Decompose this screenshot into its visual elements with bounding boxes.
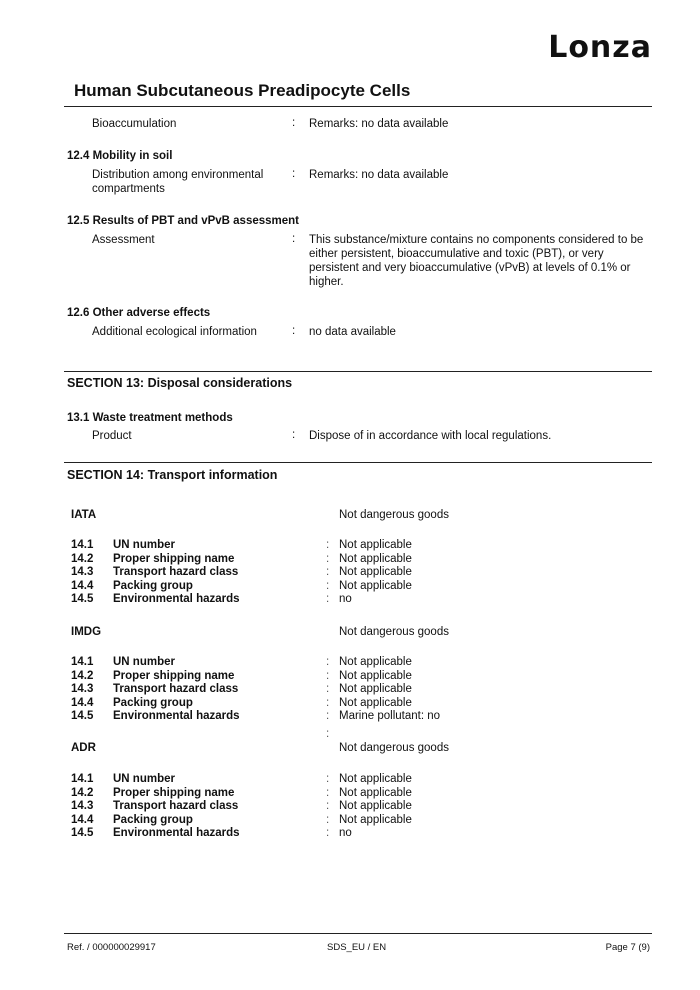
colon-separator: : — [292, 117, 296, 129]
footer-page-number: Page 7 (9) — [605, 942, 650, 953]
item-number: 14.3 — [71, 566, 94, 579]
imdg-label: IMDG — [71, 626, 102, 638]
item-value: Not applicable — [339, 539, 412, 551]
footer-reference: Ref. / 000000029917 — [67, 942, 156, 953]
item-value: Not applicable — [339, 813, 412, 826]
transport-row — [71, 656, 491, 670]
item-value: Not applicable — [339, 683, 412, 696]
transport-row — [71, 800, 491, 814]
item-name: Proper shipping name — [113, 786, 235, 799]
section-13-title: SECTION 13: Disposal considerations — [67, 376, 293, 390]
item-value: Not applicable — [339, 800, 412, 813]
mobility-heading: 12.4 Mobility in soil — [67, 150, 173, 162]
colon-separator: : — [326, 683, 330, 696]
item-name: Packing group — [113, 696, 193, 709]
transport-row — [71, 553, 491, 567]
section-divider — [64, 462, 652, 463]
colon-separator: : — [292, 325, 296, 337]
adr-label: ADR — [71, 742, 96, 754]
colon-separator: : — [326, 566, 330, 579]
transport-row — [71, 710, 491, 724]
other-effects-label: Additional ecological information — [92, 326, 257, 338]
item-value: Not applicable — [339, 566, 412, 579]
item-value: Not applicable — [339, 786, 412, 799]
colon-separator: : — [326, 728, 330, 740]
bioaccumulation-value: Remarks: no data available — [309, 118, 449, 130]
header-divider — [64, 106, 652, 107]
item-number: 14.4 — [71, 696, 94, 709]
item-name: Environmental hazards — [113, 827, 240, 840]
item-number: 14.2 — [71, 552, 94, 565]
colon-separator: : — [326, 552, 330, 565]
other-effects-value: no data available — [309, 326, 396, 338]
footer-divider — [64, 933, 652, 934]
product-value: Dispose of in accordance with local regulations. — [309, 430, 552, 442]
transport-row — [71, 814, 491, 828]
section-divider — [64, 371, 652, 372]
colon-separator: : — [326, 813, 330, 826]
transport-row — [71, 697, 491, 711]
footer-document-code: SDS_EU / EN — [327, 942, 387, 953]
item-value: Not applicable — [339, 579, 412, 592]
colon-separator: : — [292, 429, 296, 441]
item-number: 14.2 — [71, 669, 94, 682]
pbt-heading: 12.5 Results of PBT and vPvB assessment — [67, 215, 300, 227]
item-value: Marine pollutant: no — [339, 710, 441, 723]
colon-separator: : — [292, 168, 296, 180]
transport-row — [71, 670, 491, 684]
bioaccumulation-label: Bioaccumulation — [92, 118, 177, 130]
item-name: Packing group — [113, 813, 193, 826]
colon-separator: : — [326, 773, 330, 785]
item-name: Proper shipping name — [113, 669, 235, 682]
colon-separator: : — [326, 579, 330, 592]
colon-separator: : — [292, 233, 296, 245]
iata-label: IATA — [71, 509, 97, 521]
colon-separator: : — [326, 800, 330, 813]
mobility-value: Remarks: no data available — [309, 169, 449, 181]
transport-row — [71, 773, 491, 787]
colon-separator: : — [326, 669, 330, 682]
mobility-label: Distribution among environmental compartments — [92, 169, 264, 195]
item-number: 14.5 — [71, 710, 94, 723]
colon-separator: : — [326, 539, 330, 551]
item-value: Not applicable — [339, 656, 412, 668]
other-effects-heading: 12.6 Other adverse effects — [67, 307, 211, 319]
item-name: Packing group — [113, 579, 193, 592]
item-value: no — [339, 593, 352, 606]
imdg-status: Not dangerous goods — [339, 626, 449, 638]
transport-row — [71, 566, 491, 580]
item-name: Environmental hazards — [113, 593, 240, 606]
transport-row — [71, 787, 491, 801]
item-name: UN number — [113, 656, 175, 668]
item-value: Not applicable — [339, 773, 412, 785]
transport-row — [71, 593, 491, 607]
item-number: 14.1 — [71, 656, 94, 668]
item-name: Transport hazard class — [113, 683, 239, 696]
item-name: Proper shipping name — [113, 552, 235, 565]
item-number: 14.5 — [71, 827, 94, 840]
adr-status: Not dangerous goods — [339, 742, 449, 754]
item-name: Environmental hazards — [113, 710, 240, 723]
colon-separator: : — [326, 827, 330, 840]
colon-separator: : — [326, 656, 330, 668]
colon-separator: : — [326, 786, 330, 799]
item-number: 14.1 — [71, 539, 94, 551]
pbt-value: This substance/mixture contains no components considered to be either persistent, bioaccumulative and toxic (PBT), or very persistent and very bioaccumulative (vPvB) at levels of 0.1% or higher. — [309, 234, 644, 288]
transport-row — [71, 580, 491, 594]
transport-row — [71, 827, 491, 841]
item-number: 14.1 — [71, 773, 94, 785]
colon-separator: : — [326, 710, 330, 723]
transport-row — [71, 683, 491, 697]
colon-separator: : — [326, 593, 330, 606]
iata-status: Not dangerous goods — [339, 509, 449, 521]
product-label: Product — [92, 430, 132, 442]
item-name: UN number — [113, 539, 175, 551]
item-name: UN number — [113, 773, 175, 785]
item-value: Not applicable — [339, 552, 412, 565]
section-14-title: SECTION 14: Transport information — [67, 468, 278, 482]
item-number: 14.4 — [71, 579, 94, 592]
item-number: 14.2 — [71, 786, 94, 799]
item-number: 14.5 — [71, 593, 94, 606]
item-value: Not applicable — [339, 669, 412, 682]
item-name: Transport hazard class — [113, 800, 239, 813]
waste-treatment-heading: 13.1 Waste treatment methods — [67, 412, 233, 424]
pbt-label: Assessment — [92, 234, 155, 246]
item-value: no — [339, 827, 352, 840]
item-number: 14.3 — [71, 683, 94, 696]
item-name: Transport hazard class — [113, 566, 239, 579]
transport-row — [71, 539, 491, 553]
colon-separator: : — [326, 696, 330, 709]
item-value: Not applicable — [339, 696, 412, 709]
item-number: 14.3 — [71, 800, 94, 813]
document-title: Human Subcutaneous Preadipocyte Cells — [74, 81, 411, 100]
lonza-logo: Lonza — [548, 30, 652, 65]
item-number: 14.4 — [71, 813, 94, 826]
